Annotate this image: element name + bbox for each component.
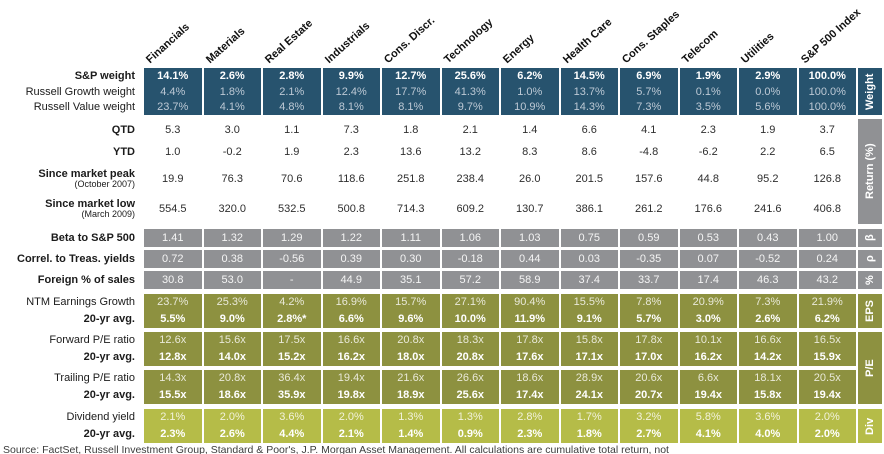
cell-div_yield-1: 2.1% [144,409,202,426]
cell-since_peak-7: 26.0 [501,164,559,194]
cell-beta-4: 1.22 [323,229,381,247]
cell-fwd_pe-1: 12.6x [144,332,202,349]
cell-since_low-6: 609.2 [442,194,500,224]
row-label-eps_avg [2,311,142,328]
cell-qtd-10: 2.3 [680,119,738,141]
source-footnote: Source: FactSet, Russell Investment Group, Standard & Poor's, J.P. Morgan Asset Management. All calculations are cumulative total return, not [3,444,669,454]
side-label-eps: EPS [858,294,882,328]
row-label-text: S&P weight [74,70,135,83]
cell-fwd_pe_avg-5: 18.0x [382,349,440,366]
cell-fwd_pe_avg-6: 20.8x [442,349,500,366]
cell-foreign-10: 17.4 [680,271,738,289]
row-label-fwd_pe [2,332,142,349]
cell-ytd-8: 8.6 [561,141,619,164]
cell-beta-3: 1.29 [263,229,321,247]
cell-fwd_pe_avg-3: 15.2x [263,349,321,366]
cell-trail_pe_avg-10: 19.4x [680,387,738,404]
cell-fwd_pe-8: 15.8x [561,332,619,349]
cell-since_low-5: 714.3 [382,194,440,224]
row-label-trail_pe_avg [2,387,142,404]
cell-foreign-2: 53.0 [204,271,262,289]
cell-since_low-1: 554.5 [144,194,202,224]
side-label-pe: P/E [858,332,882,404]
cell-value_weight-6: 9.7% [442,100,500,115]
cell-fwd_pe_avg-10: 16.2x [680,349,738,366]
cell-ytd-10: -6.2 [680,141,738,164]
cell-trail_pe_avg-3: 35.9x [263,387,321,404]
side-label-weight: Weight [858,68,882,115]
cell-since_peak-6: 238.4 [442,164,500,194]
cell-growth_weight-6: 41.3% [442,85,500,100]
cell-qtd-11: 1.9 [739,119,797,141]
cell-qtd-5: 1.8 [382,119,440,141]
cell-foreign-6: 57.2 [442,271,500,289]
cell-qtd-9: 4.1 [620,119,678,141]
cell-trail_pe-1: 14.3x [144,370,202,387]
cell-growth_weight-1: 4.4% [144,85,202,100]
cell-fwd_pe-12: 16.5x [799,332,857,349]
cell-foreign-12: 43.2 [799,271,857,289]
cell-sp_weight-12: 100.0% [799,68,857,85]
cell-qtd-7: 1.4 [501,119,559,141]
cell-correl-1: 0.72 [144,250,202,268]
cell-eps_avg-10: 3.0% [680,311,738,328]
cell-since_peak-1: 19.9 [144,164,202,194]
cell-ntm_growth-2: 25.3% [204,294,262,311]
row-label-text: NTM Earnings Growth [26,296,135,309]
cell-growth_weight-8: 13.7% [561,85,619,100]
cell-growth_weight-12: 100.0% [799,85,857,100]
cell-growth_weight-2: 1.8% [204,85,262,100]
column-header-energy [501,0,559,68]
cell-correl-7: 0.44 [501,250,559,268]
cell-eps_avg-1: 5.5% [144,311,202,328]
cell-eps_avg-6: 10.0% [442,311,500,328]
cell-div_yield-4: 2.0% [323,409,381,426]
row-label-text: Correl. to Treas. yields [17,252,135,265]
cell-fwd_pe_avg-7: 17.6x [501,349,559,366]
column-header-label: Industrials [322,19,372,67]
cell-beta-11: 0.43 [739,229,797,247]
cell-qtd-1: 5.3 [144,119,202,141]
cell-since_low-10: 176.6 [680,194,738,224]
cell-value_weight-7: 10.9% [501,100,559,115]
cell-fwd_pe-5: 20.8x [382,332,440,349]
row-label-text: Since market peak [38,168,135,180]
cell-beta-5: 1.11 [382,229,440,247]
cell-foreign-9: 33.7 [620,271,678,289]
cell-eps_avg-8: 9.1% [561,311,619,328]
cell-trail_pe_avg-8: 24.1x [561,387,619,404]
column-header-label: Materials [203,25,247,66]
cell-eps_avg-3: 2.8%* [263,311,321,328]
cell-since_peak-2: 76.3 [204,164,262,194]
cell-beta-1: 1.41 [144,229,202,247]
cell-div_yield-11: 3.6% [739,409,797,426]
cell-fwd_pe_avg-4: 16.2x [323,349,381,366]
cell-ntm_growth-12: 21.9% [799,294,857,311]
cell-eps_avg-11: 2.6% [739,311,797,328]
row-label-qtd [2,119,142,141]
cell-since_peak-9: 157.6 [620,164,678,194]
row-label-text: 20-yr avg. [83,313,135,326]
cell-div_avg-3: 4.4% [263,426,321,443]
column-header-label: Cons. Staples [619,8,683,66]
cell-correl-12: 0.24 [799,250,857,268]
column-header-s-p-500-index [798,0,863,68]
cell-beta-6: 1.06 [442,229,500,247]
cell-ytd-5: 13.6 [382,141,440,164]
cell-trail_pe-5: 21.6x [382,370,440,387]
cell-ntm_growth-4: 16.9% [323,294,381,311]
cell-growth_weight-9: 5.7% [620,85,678,100]
cell-div_yield-9: 3.2% [620,409,678,426]
cell-since_peak-10: 44.8 [680,164,738,194]
row-label-sp_weight [2,68,142,85]
cell-ytd-3: 1.9 [263,141,321,164]
cell-foreign-1: 30.8 [144,271,202,289]
cell-value_weight-8: 14.3% [561,100,619,115]
cell-qtd-4: 7.3 [323,119,381,141]
column-header-label: Technology [441,16,495,66]
cell-growth_weight-4: 12.4% [323,85,381,100]
cell-since_peak-3: 70.6 [263,164,321,194]
cell-correl-2: 0.38 [204,250,262,268]
column-header-label: Health Care [560,16,614,67]
cell-since_low-12: 406.8 [799,194,857,224]
cell-correl-8: 0.03 [561,250,619,268]
column-header-technology [442,0,500,68]
cell-ytd-12: 6.5 [799,141,857,164]
cell-div_yield-10: 5.8% [680,409,738,426]
row-label-text: Dividend yield [66,411,135,424]
cell-trail_pe_avg-4: 19.8x [323,387,381,404]
cell-sp_weight-5: 12.7% [382,68,440,85]
cell-div_avg-9: 2.7% [620,426,678,443]
cell-value_weight-1: 23.7% [144,100,202,115]
cell-sp_weight-11: 2.9% [739,68,797,85]
cell-fwd_pe-9: 17.8x [620,332,678,349]
cell-growth_weight-7: 1.0% [501,85,559,100]
cell-eps_avg-5: 9.6% [382,311,440,328]
sector-table [2,0,882,443]
cell-trail_pe-10: 6.6x [680,370,738,387]
row-label-since_low [2,194,142,224]
row-label-trail_pe [2,370,142,387]
cell-ntm_growth-3: 4.2% [263,294,321,311]
cell-since_peak-11: 95.2 [739,164,797,194]
cell-since_low-7: 130.7 [501,194,559,224]
cell-div_avg-6: 0.9% [442,426,500,443]
cell-div_yield-3: 3.6% [263,409,321,426]
cell-correl-3: -0.56 [263,250,321,268]
cell-trail_pe_avg-11: 15.8x [739,387,797,404]
row-label-text: Russell Value weight [33,101,135,114]
cell-value_weight-12: 100.0% [799,100,857,115]
cell-ntm_growth-6: 27.1% [442,294,500,311]
cell-value_weight-3: 4.8% [263,100,321,115]
cell-fwd_pe-6: 18.3x [442,332,500,349]
cell-ntm_growth-1: 23.7% [144,294,202,311]
column-header-label: Cons. Discr. [381,14,438,67]
column-header-financials [144,0,202,68]
cell-fwd_pe-4: 16.6x [323,332,381,349]
cell-fwd_pe_avg-11: 14.2x [739,349,797,366]
cell-value_weight-10: 3.5% [680,100,738,115]
cell-sp_weight-7: 6.2% [501,68,559,85]
cell-beta-8: 0.75 [561,229,619,247]
cell-correl-4: 0.39 [323,250,381,268]
column-header-label: Financials [143,21,192,66]
cell-fwd_pe_avg-1: 12.8x [144,349,202,366]
cell-ytd-6: 13.2 [442,141,500,164]
column-header-industrials [323,0,381,68]
column-header-label: Real Estate [262,17,316,66]
cell-foreign-4: 44.9 [323,271,381,289]
cell-eps_avg-7: 11.9% [501,311,559,328]
cell-foreign-8: 37.4 [561,271,619,289]
column-header-label: S&P 500 Index [798,6,863,67]
cell-ntm_growth-8: 15.5% [561,294,619,311]
cell-beta-2: 1.32 [204,229,262,247]
cell-value_weight-2: 4.1% [204,100,262,115]
side-label-beta: β [858,229,882,247]
cell-correl-10: 0.07 [680,250,738,268]
cell-value_weight-9: 7.3% [620,100,678,115]
cell-trail_pe_avg-1: 15.5x [144,387,202,404]
cell-trail_pe_avg-6: 25.6x [442,387,500,404]
row-label-text: Forward P/E ratio [49,334,135,347]
cell-trail_pe_avg-2: 18.6x [204,387,262,404]
cell-trail_pe-2: 20.8x [204,370,262,387]
cell-beta-12: 1.00 [799,229,857,247]
cell-ntm_growth-9: 7.8% [620,294,678,311]
row-label-text: 20-yr avg. [83,389,135,402]
cell-value_weight-11: 5.6% [739,100,797,115]
row-label-foreign [2,271,142,289]
cell-ntm_growth-10: 20.9% [680,294,738,311]
column-header-cons-discr- [382,0,440,68]
cell-sp_weight-10: 1.9% [680,68,738,85]
cell-since_peak-8: 201.5 [561,164,619,194]
cell-sp_weight-2: 2.6% [204,68,262,85]
cell-since_low-8: 386.1 [561,194,619,224]
cell-ntm_growth-5: 15.7% [382,294,440,311]
row-label-fwd_pe_avg [2,349,142,366]
cell-trail_pe-8: 28.9x [561,370,619,387]
row-label-since_peak [2,164,142,194]
cell-since_peak-12: 126.8 [799,164,857,194]
cell-trail_pe-4: 19.4x [323,370,381,387]
column-header-utilities [739,0,797,68]
column-header-label: Telecom [679,27,721,67]
cell-correl-6: -0.18 [442,250,500,268]
cell-div_yield-5: 1.3% [382,409,440,426]
cell-fwd_pe_avg-2: 14.0x [204,349,262,366]
cell-ytd-11: 2.2 [739,141,797,164]
cell-div_avg-10: 4.1% [680,426,738,443]
cell-foreign-11: 46.3 [739,271,797,289]
cell-ytd-1: 1.0 [144,141,202,164]
cell-qtd-12: 3.7 [799,119,857,141]
cell-ytd-7: 8.3 [501,141,559,164]
cell-since_low-11: 241.6 [739,194,797,224]
cell-growth_weight-11: 0.0% [739,85,797,100]
cell-trail_pe-12: 20.5x [799,370,857,387]
cell-foreign-3: - [263,271,321,289]
cell-qtd-6: 2.1 [442,119,500,141]
row-label-value_weight [2,100,142,115]
cell-div_yield-7: 2.8% [501,409,559,426]
cell-qtd-3: 1.1 [263,119,321,141]
cell-fwd_pe-3: 17.5x [263,332,321,349]
row-label-text: Foreign % of sales [37,273,135,286]
column-header-materials [204,0,262,68]
cell-ytd-4: 2.3 [323,141,381,164]
row-label-text: Russell Growth weight [25,86,135,99]
cell-div_yield-8: 1.7% [561,409,619,426]
cell-since_low-4: 500.8 [323,194,381,224]
column-header-label: Utilities [738,30,777,67]
cell-div_avg-4: 2.1% [323,426,381,443]
cell-fwd_pe-11: 16.6x [739,332,797,349]
row-label-text: 20-yr avg. [83,428,135,441]
cell-correl-9: -0.35 [620,250,678,268]
cell-div_avg-11: 4.0% [739,426,797,443]
cell-trail_pe_avg-12: 19.4x [799,387,857,404]
cell-div_yield-12: 2.0% [799,409,857,426]
cell-eps_avg-12: 6.2% [799,311,857,328]
row-label-ntm_growth [2,294,142,311]
cell-correl-11: -0.52 [739,250,797,268]
row-label-text: Beta to S&P 500 [50,231,135,244]
row-label-correl [2,250,142,268]
cell-trail_pe_avg-5: 18.9x [382,387,440,404]
cell-trail_pe-6: 26.6x [442,370,500,387]
column-header-health-care [561,0,619,68]
column-header-telecom [680,0,738,68]
row-label-ytd [2,141,142,164]
cell-sp_weight-9: 6.9% [620,68,678,85]
row-label-text: Since market low [45,198,135,210]
row-sublabel-text: (October 2007) [74,179,135,190]
cell-correl-5: 0.30 [382,250,440,268]
row-label-growth_weight [2,85,142,100]
cell-sp_weight-8: 14.5% [561,68,619,85]
cell-trail_pe-9: 20.6x [620,370,678,387]
row-label-div_avg [2,426,142,443]
cell-trail_pe-7: 18.6x [501,370,559,387]
side-label-rho: ρ [858,250,882,268]
cell-fwd_pe-7: 17.8x [501,332,559,349]
cell-growth_weight-10: 0.1% [680,85,738,100]
cell-since_low-3: 532.5 [263,194,321,224]
cell-value_weight-4: 8.1% [323,100,381,115]
cell-since_low-2: 320.0 [204,194,262,224]
cell-trail_pe_avg-9: 20.7x [620,387,678,404]
side-label-div: Div [858,409,882,443]
cell-ytd-9: -4.8 [620,141,678,164]
cell-qtd-8: 6.6 [561,119,619,141]
cell-qtd-2: 3.0 [204,119,262,141]
cell-trail_pe_avg-7: 17.4x [501,387,559,404]
cell-trail_pe-3: 36.4x [263,370,321,387]
cell-div_avg-2: 2.6% [204,426,262,443]
cell-trail_pe-11: 18.1x [739,370,797,387]
cell-div_yield-6: 1.3% [442,409,500,426]
cell-eps_avg-4: 6.6% [323,311,381,328]
cell-eps_avg-9: 5.7% [620,311,678,328]
row-label-text: QTD [111,123,135,136]
cell-fwd_pe_avg-9: 17.0x [620,349,678,366]
cell-fwd_pe_avg-12: 15.9x [799,349,857,366]
row-label-text: 20-yr avg. [83,351,135,364]
cell-div_yield-2: 2.0% [204,409,262,426]
side-label-return: Return (%) [858,119,882,224]
cell-div_avg-7: 2.3% [501,426,559,443]
column-header-real-estate [263,0,321,68]
row-sublabel-text: (March 2009) [81,209,135,220]
cell-ntm_growth-11: 7.3% [739,294,797,311]
cell-sp_weight-4: 9.9% [323,68,381,85]
cell-div_avg-5: 1.4% [382,426,440,443]
cell-since_peak-4: 118.6 [323,164,381,194]
cell-foreign-5: 35.1 [382,271,440,289]
cell-sp_weight-1: 14.1% [144,68,202,85]
row-label-div_yield [2,409,142,426]
cell-since_low-9: 261.2 [620,194,678,224]
row-label-text: YTD [113,146,135,159]
column-header-label: Energy [500,32,537,66]
row-label-text: Trailing P/E ratio [54,372,135,385]
cell-div_avg-8: 1.8% [561,426,619,443]
cell-sp_weight-6: 25.6% [442,68,500,85]
row-label-beta [2,229,142,247]
cell-div_avg-12: 2.0% [799,426,857,443]
cell-fwd_pe-2: 15.6x [204,332,262,349]
cell-growth_weight-5: 17.7% [382,85,440,100]
cell-ntm_growth-7: 90.4% [501,294,559,311]
cell-value_weight-5: 8.1% [382,100,440,115]
cell-ytd-2: -0.2 [204,141,262,164]
cell-eps_avg-2: 9.0% [204,311,262,328]
cell-since_peak-5: 251.8 [382,164,440,194]
cell-fwd_pe-10: 10.1x [680,332,738,349]
cell-beta-10: 0.53 [680,229,738,247]
cell-foreign-7: 58.9 [501,271,559,289]
cell-div_avg-1: 2.3% [144,426,202,443]
cell-beta-7: 1.03 [501,229,559,247]
side-label-foreign-pct: % [858,271,882,289]
cell-fwd_pe_avg-8: 17.1x [561,349,619,366]
column-header-cons-staples [619,0,683,68]
cell-growth_weight-3: 2.1% [263,85,321,100]
cell-beta-9: 0.59 [620,229,678,247]
cell-sp_weight-3: 2.8% [263,68,321,85]
